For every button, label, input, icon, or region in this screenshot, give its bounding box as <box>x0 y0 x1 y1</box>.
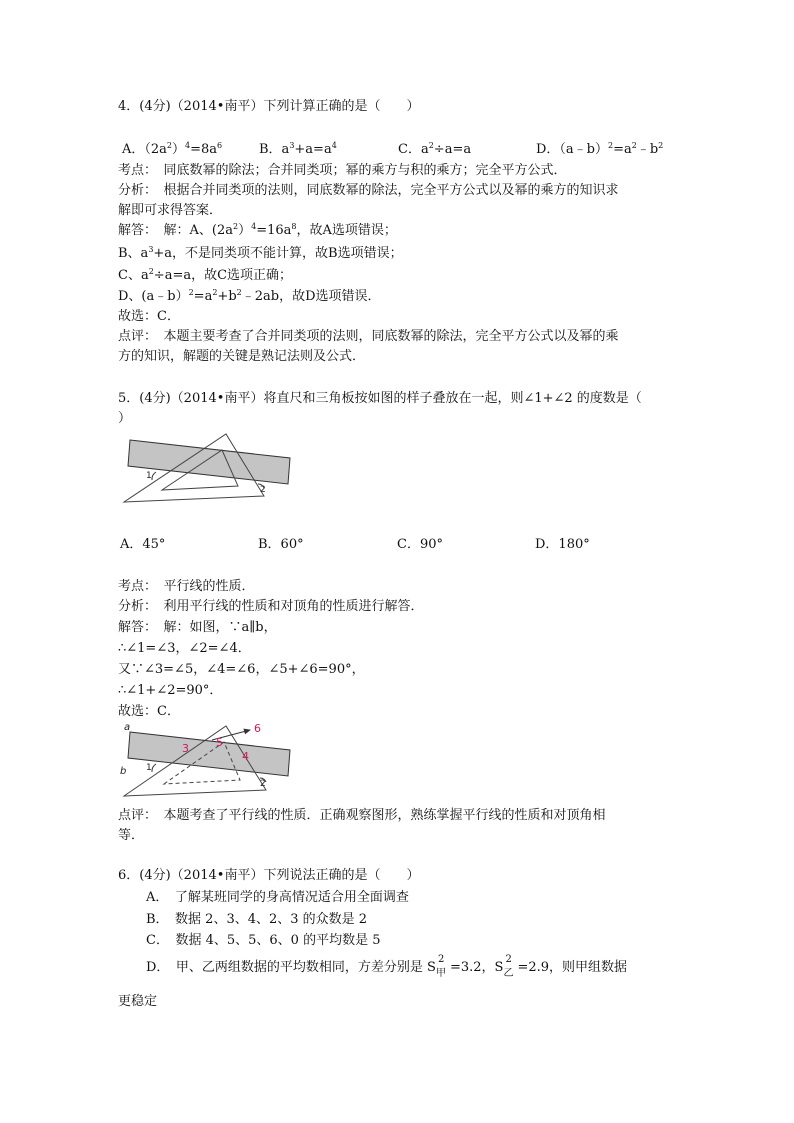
fig2-label-5: 5 <box>216 736 223 749</box>
q5-jieda-line4: ∴∠1+∠2=90°． <box>118 683 223 698</box>
fig2-label-a: a <box>124 722 131 733</box>
angle-1-arc <box>152 472 156 480</box>
q4-title: 4．(4分)（2014•南平）下列计算正确的是（ ） <box>118 99 420 114</box>
q6-title: 6．(4分)（2014•南平）下列说法正确的是（ ） <box>118 868 420 883</box>
q5-title-line1: 5．(4分)（2014•南平）将直尺和三角板按如图的样子叠放在一起，则∠1+∠2 的度数是（ <box>118 391 642 406</box>
fig2-label-b: b <box>120 766 127 777</box>
q4-jieda-line4: D、$(a﹣b)^2=a^2+b^2﹣2ab$，故D选项错误． <box>118 288 381 304</box>
angle-1-arc <box>152 764 156 772</box>
q5-title-line2: ） <box>118 411 132 426</box>
q4-fenxi-line1: 分析： 根据合并同类项的法则，同底数幂的除法，完全平方公式以及幂的乘方的知识求 <box>118 183 619 198</box>
q4-answer: 故选：C． <box>118 309 180 324</box>
q5-dianping-line1: 点评： 本题考查了平行线的性质．正确观察图形，熟练掌握平行线的性质和对顶角相 <box>118 808 606 823</box>
q5-dianping-line2: 等． <box>118 828 145 843</box>
q4-option-b: B．$a^3+a=a^4$ <box>259 141 337 157</box>
fig1-label-1: 1 <box>146 471 152 481</box>
q4-kaodian: 考点： 同底数幂的除法；合并同类项；幂的乘方与积的乘方；完全平方公式． <box>118 163 567 178</box>
q4-jieda-line2: B、$a^3+a$，不是同类项不能计算，故B选项错误； <box>118 245 403 261</box>
q4-option-a: A．$(2a^2)^4=8a^6$ <box>122 141 223 157</box>
q6-option-d: D． 甲、乙两组数据的平均数相同，方差分别是 S 2 甲 =3.2，S 2 乙 =2.9，则甲组数据 <box>146 954 628 979</box>
q5-option-a: A．45° <box>120 537 166 552</box>
fig2-label-2: 2 <box>260 779 266 789</box>
fig2-label-1: 1 <box>146 763 152 773</box>
fig2-label-6: 6 <box>254 722 261 735</box>
q4-option-d: D．$(a﹣b)^2=a^2﹣b^2$ <box>536 141 664 157</box>
q6-option-b: B． 数据 2、3、4、2、3 的众数是 2 <box>146 912 368 927</box>
q5-option-b: B．60° <box>258 537 304 552</box>
q5-jieda-line3: 又∵∠3=∠5，∠4=∠6，∠5+∠6=90°， <box>118 662 365 677</box>
fig2-label-4: 4 <box>242 750 249 763</box>
q5-option-c: C．90° <box>397 537 443 552</box>
q4-fenxi-line2: 解即可求得答案． <box>118 203 223 218</box>
q5-jieda-line1: 解答： 解：如图，∵a∥b， <box>118 620 277 635</box>
q4-jieda-line3: C、$a^2\div a=a$，故C选项正确； <box>118 267 293 283</box>
q4-dianping-line1: 点评： 本题主要考查了合并同类项的法则，同底数幂的除法，完全平方公式以及幂的乘 <box>118 329 619 344</box>
fig1-label-2: 2 <box>260 485 266 495</box>
q5-solution-figure <box>116 720 296 802</box>
q4-jieda-line1: 解答： 解：A、$(2a^2)^4=16a^8$，故A选项错误； <box>118 222 397 238</box>
q5-jieda-line2: ∴∠1=∠3，∠2=∠4． <box>118 641 251 656</box>
q5-figure-ruler-triangle <box>116 432 296 504</box>
q5-kaodian: 考点： 平行线的性质． <box>118 579 255 594</box>
q4-option-c: C．$a^2\div a=a$ <box>398 141 472 157</box>
q5-fenxi: 分析： 利用平行线的性质和对顶角的性质进行解答． <box>118 599 424 614</box>
q4-dianping-line2: 方的知识，解题的关键是熟记法则及公式． <box>118 349 366 364</box>
fig2-label-3: 3 <box>182 742 189 755</box>
q5-option-d: D．180° <box>535 537 590 552</box>
q5-answer: 故选：C． <box>118 704 180 719</box>
q6-option-d-continued: 更稳定 <box>118 994 158 1009</box>
q6-option-a: A． 了解某班同学的身高情况适合用全面调查 <box>146 890 409 905</box>
q6-option-c: C． 数据 4、5、5、6、0 的平均数是 5 <box>146 933 381 948</box>
